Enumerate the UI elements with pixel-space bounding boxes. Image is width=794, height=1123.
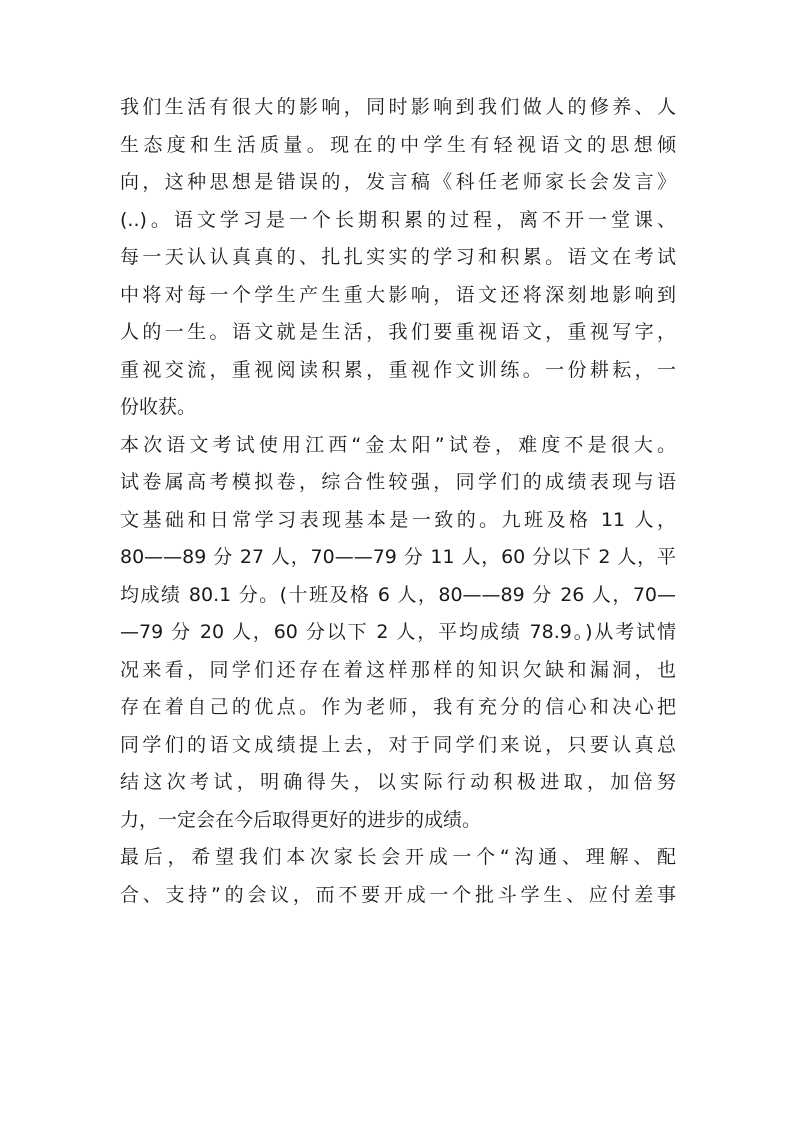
text-line: 向，这种思想是错误的，发言稿《科任老师家长会发言》	[120, 171, 676, 193]
document-body	[120, 89, 676, 914]
text-line: 本次语文考试使用江西“金太阳”试卷，难度不是很大。	[120, 433, 676, 456]
text-line: 试卷属高考模拟卷，综合性较强，同学们的成绩表现与语	[120, 471, 676, 493]
text-line: 重视交流，重视阅读积累，重视作文训练。一份耕耘，一	[120, 358, 676, 381]
text-line: (..)。语文学习是一个长期积累的过程，离不开一堂课、	[120, 208, 676, 231]
text-line: 文基础和日常学习表现基本是一致的。九班及格 11 人，	[120, 508, 676, 531]
paragraph-chinese-importance	[120, 89, 676, 427]
text-line: 均成绩 80.1 分。(十班及格 6 人，80——89 分 26 人，70—	[120, 583, 676, 606]
text-line: 我们生活有很大的影响，同时影响到我们做人的修养、人	[120, 96, 676, 118]
text-line: 力，一定会在今后取得更好的进步的成绩。	[120, 808, 482, 831]
text-line: 中将对每一个学生产生重大影响，语文还将深刻地影响到	[120, 283, 676, 306]
text-line: 每一天认认真真的、扎扎实实的学习和积累。语文在考试	[120, 246, 676, 268]
text-line: 最后，希望我们本次家长会开成一个“沟通、理解、配	[120, 846, 676, 868]
text-line: 存在着自己的优点。作为老师，我有充分的信心和决心把	[120, 696, 676, 718]
text-line: 合、支持”的会议，而不要开成一个批斗学生、应付差事	[120, 883, 676, 906]
paragraph-closing-hope	[120, 839, 676, 914]
text-line: 人的一生。语文就是生活，我们要重视语文，重视写字，	[120, 321, 676, 343]
text-line: —79 分 20 人，60 分以下 2 人，平均成绩 78.9。)从考试情	[120, 621, 676, 643]
text-line: 80——89 分 27 人，70——79 分 11 人，60 分以下 2 人，平	[120, 546, 676, 568]
text-line: 况来看，同学们还存在着这样那样的知识欠缺和漏洞，也	[120, 658, 676, 681]
text-line: 同学们的语文成绩提上去，对于同学们来说，只要认真总	[120, 733, 676, 756]
text-line: 生态度和生活质量。现在的中学生有轻视语文的思想倾	[120, 133, 676, 156]
paragraph-exam-results	[120, 427, 676, 840]
text-line: 结这次考试，明确得失，以实际行动积极进取，加倍努	[120, 771, 676, 793]
text-line: 份收获。	[120, 396, 197, 418]
